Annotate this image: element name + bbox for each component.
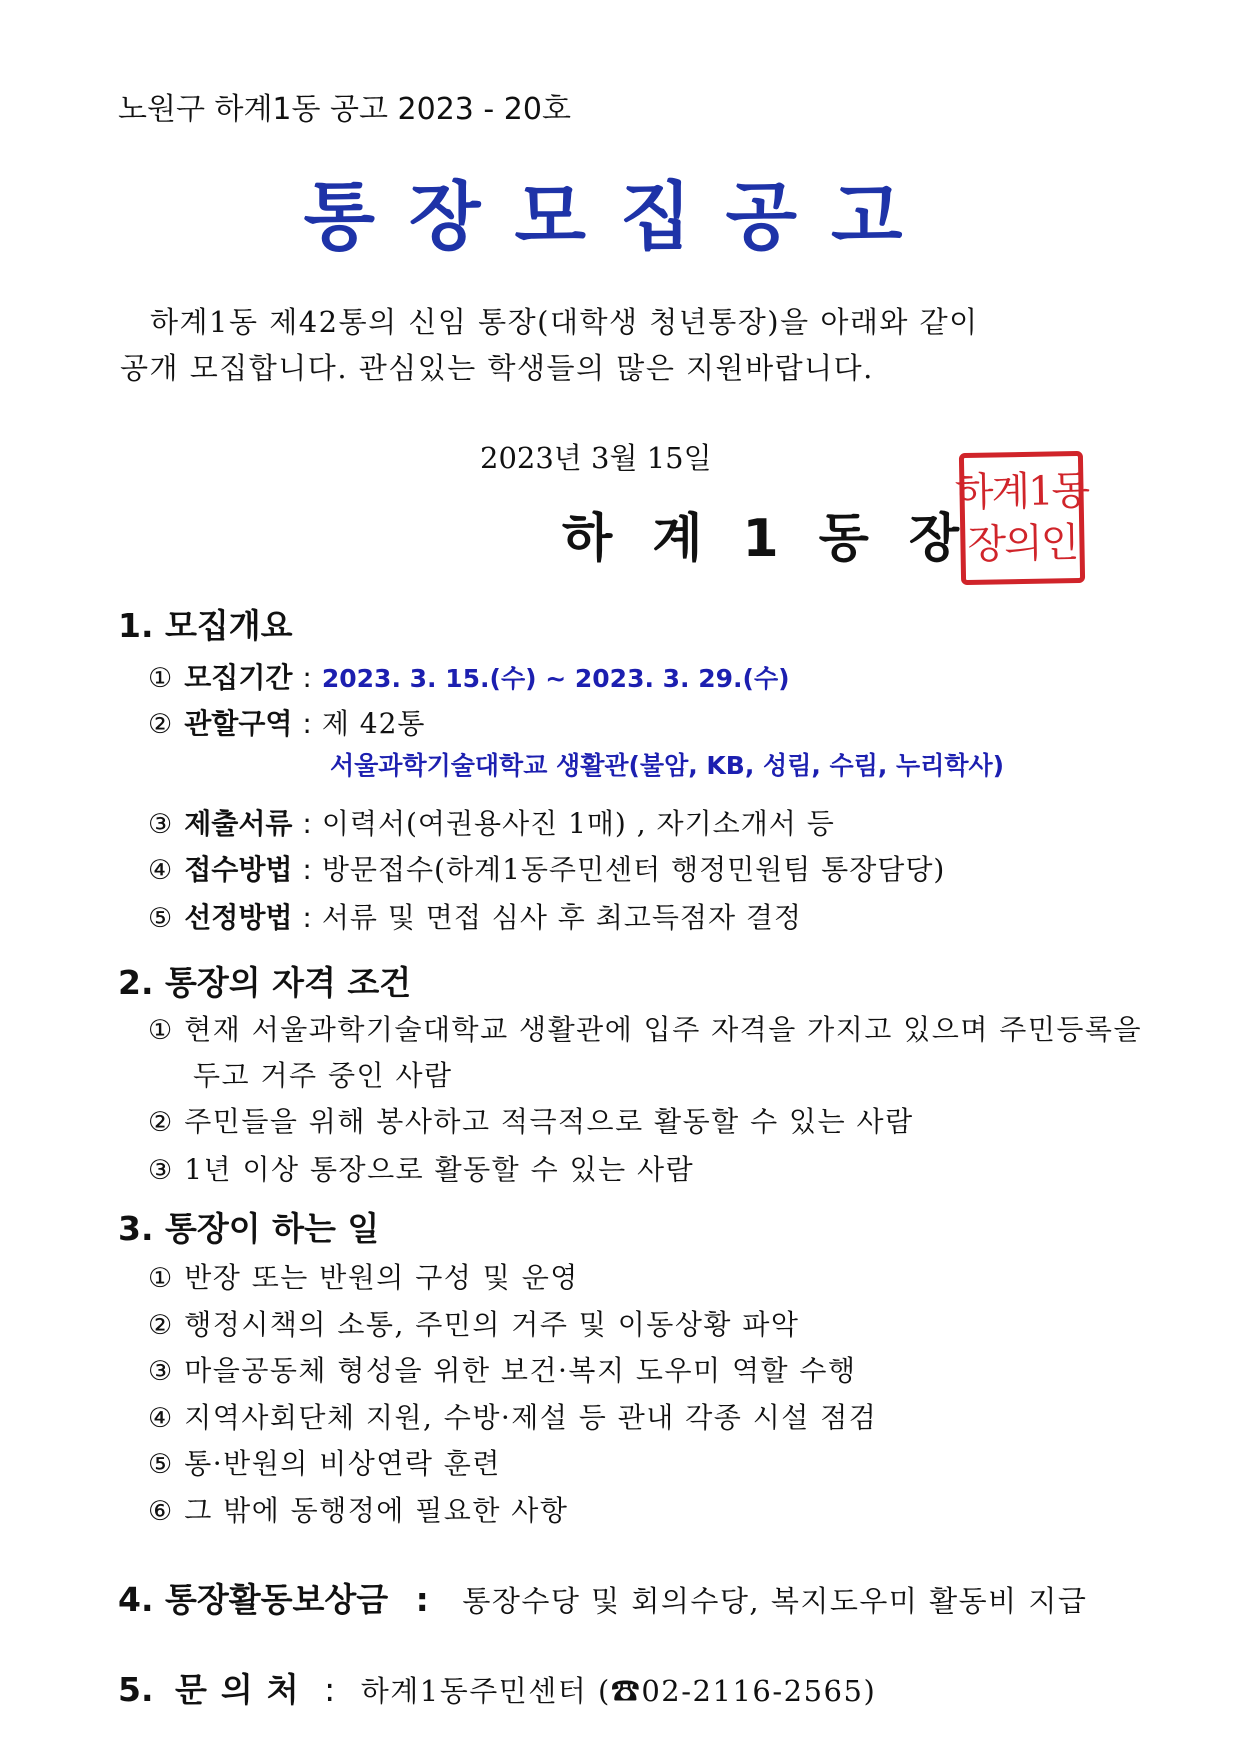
section-heading-duties: 3. 통장이 하는 일 — [118, 1209, 380, 1248]
item-number: ② — [148, 1310, 173, 1341]
overview-row-selection: ⑤ 선정방법 : 서류 및 면접 심사 후 최고득점자 결정 — [148, 901, 802, 934]
selection-value: 서류 및 면접 심사 후 최고득점자 결정 — [321, 901, 802, 934]
documents-value: 이력서(여권용사진 1매) , 자기소개서 등 — [321, 807, 835, 840]
section-heading-overview: 1. 모집개요 — [118, 606, 293, 645]
duty-item — [148, 1489, 568, 1529]
item-text: 주민들을 위해 봉사하고 적극적으로 활동할 수 있는 사람 — [184, 1105, 914, 1138]
item-number: ④ — [148, 855, 173, 886]
item-text: 반장 또는 반원의 구성 및 운영 — [184, 1261, 579, 1294]
page-title: 통장모집공고 — [303, 174, 937, 260]
item-key: 모집기간 — [184, 661, 293, 694]
intro-line-2: 공개 모집합니다. 관심있는 학생들의 많은 지원바랍니다. — [120, 351, 874, 385]
item-number: ② — [148, 709, 173, 740]
duty-item — [148, 1442, 501, 1482]
item-number: ③ — [148, 809, 173, 840]
item-text: 1년 이상 통장으로 활동할 수 있는 사람 — [184, 1153, 695, 1186]
duty-item — [148, 1396, 877, 1436]
compensation-value: 통장수당 및 회의수당, 복지도우미 활동비 지급 — [462, 1584, 1088, 1618]
item-number: ① — [148, 1263, 173, 1294]
item-number: ③ — [148, 1356, 173, 1387]
item-number: ④ — [148, 1403, 173, 1434]
submission-value: 방문접수(하계1동주민센터 행정민원팀 통장담당) — [321, 853, 946, 886]
intro-line-1: 하계1동 제42통의 신임 통장(대학생 청년통장)을 아래와 같이 — [150, 305, 979, 339]
item-number: ⑥ — [148, 1496, 173, 1527]
duty-item — [148, 1303, 799, 1343]
qualification-item — [148, 1008, 1142, 1048]
seal-text-2: 장의인 — [967, 520, 1078, 568]
overview-row-area: ② 관할구역 : 제 42통 — [148, 707, 426, 740]
duty-item — [148, 1256, 579, 1296]
area-value: 제 42통 — [321, 707, 426, 740]
contact-heading-number: 5. — [118, 1670, 154, 1709]
item-text: 지역사회단체 지원, 수방·제설 등 관내 각종 시설 점검 — [184, 1401, 878, 1434]
item-key: 접수방법 — [184, 853, 293, 886]
item-key: 선정방법 — [184, 901, 293, 934]
contact-heading: 문의처 — [175, 1670, 313, 1709]
compensation-heading: 4. 통장활동보상금 — [118, 1580, 389, 1619]
overview-row-submission: ④ 접수방법 : 방문접수(하계1동주민센터 행정민원팀 통장담당) — [148, 853, 946, 886]
contact-colon: : — [324, 1670, 336, 1709]
item-number: ① — [148, 663, 173, 694]
area-detail: 서울과학기술대학교 생활관(불암, KB, 성림, 수림, 누리학사) — [330, 751, 1005, 780]
item-number: ⑤ — [148, 903, 173, 934]
item-key: 제출서류 — [184, 807, 293, 840]
item-number: ⑤ — [148, 1449, 173, 1480]
section-heading-qualifications: 2. 통장의 자격 조건 — [118, 963, 412, 1002]
overview-row-period: ① 모집기간 : 2023. 3. 15.(수) ~ 2023. 3. 29.(수) — [148, 661, 790, 694]
issuer-name: 하계1동장 — [562, 509, 1000, 569]
qualification-item — [148, 1100, 914, 1140]
section-heading-contact — [118, 1664, 876, 1711]
notice-date: 2023년 3월 15일 — [480, 441, 712, 475]
item-text: 행정시책의 소통, 주민의 거주 및 이동상황 파악 — [184, 1308, 800, 1341]
recruit-period-value: 2023. 3. 15.(수) ~ 2023. 3. 29.(수) — [321, 664, 790, 693]
item-text: 마을공동체 형성을 위한 보건·복지 도우미 역할 수행 — [184, 1354, 857, 1387]
item-text: 현재 서울과학기술대학교 생활관에 입주 자격을 가지고 있으며 주민등록을 — [184, 1013, 1143, 1046]
official-seal — [954, 451, 1089, 585]
item-number: ① — [148, 1015, 173, 1046]
item-text: 통·반원의 비상연락 훈련 — [184, 1447, 501, 1480]
item-number: ③ — [148, 1155, 173, 1186]
overview-row-documents: ③ 제출서류 : 이력서(여권용사진 1매) , 자기소개서 등 — [148, 807, 835, 840]
compensation-colon: : — [415, 1580, 429, 1619]
contact-value: 하계1동주민센터 (☎02-2116-2565) — [360, 1674, 877, 1708]
duty-item — [148, 1349, 857, 1389]
item-number: ② — [148, 1107, 173, 1138]
section-heading-compensation — [118, 1574, 1087, 1621]
qualification-item — [148, 1148, 694, 1188]
qualification-item-continued: 두고 거주 중인 사람 — [193, 1059, 453, 1092]
notice-number: 노원구 하계1동 공고 2023 - 20호 — [118, 92, 571, 127]
seal-text-1: 하계1동 — [954, 467, 1089, 517]
item-text: 그 밖에 동행정에 필요한 사항 — [184, 1494, 569, 1527]
item-key: 관할구역 — [184, 707, 293, 740]
